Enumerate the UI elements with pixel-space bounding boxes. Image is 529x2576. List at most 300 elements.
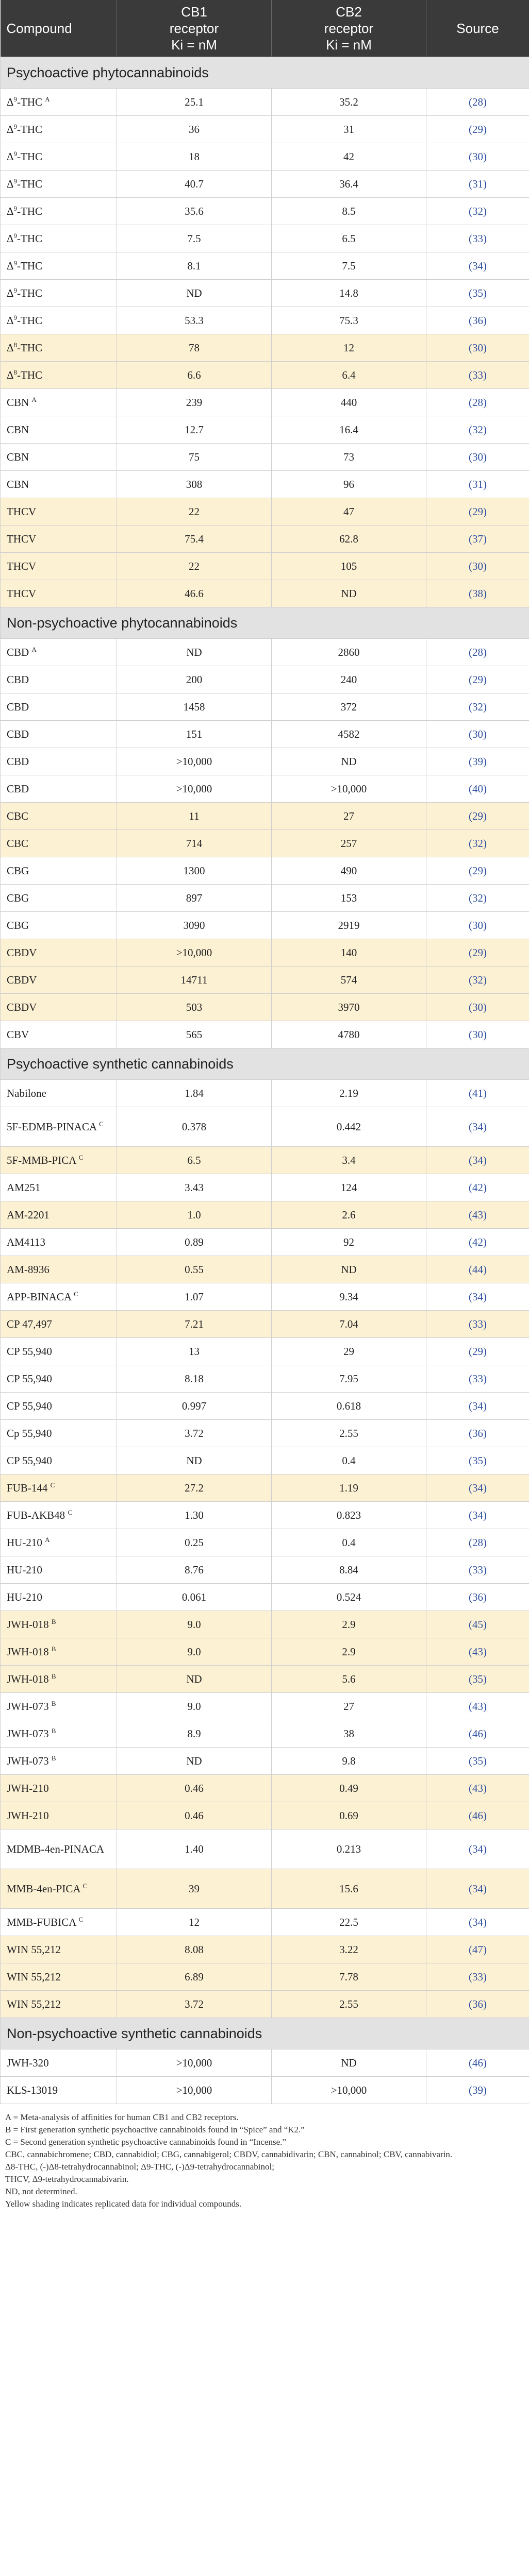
compound-cell — [1, 1283, 117, 1311]
compound-cell — [1, 1611, 117, 1638]
compound-cell — [1, 967, 117, 994]
compound-name: CBD — [7, 701, 29, 713]
compound-cell — [1, 748, 117, 775]
compound-cell — [1, 1174, 117, 1201]
source-link[interactable]: (33) — [426, 225, 529, 252]
compound-cell — [1, 198, 117, 225]
table-body — [1, 57, 529, 2104]
compound-cell — [1, 498, 117, 526]
source-link[interactable]: (46) — [426, 1720, 529, 1748]
cb2-ki-cell: 31 — [272, 116, 426, 143]
source-link[interactable]: (33) — [426, 1963, 529, 1991]
table-row — [1, 526, 529, 553]
source-link[interactable]: (30) — [426, 553, 529, 580]
compound-name: CBD — [7, 755, 29, 768]
cb1-ki-cell: 3.43 — [117, 1174, 272, 1201]
table-row — [1, 857, 529, 885]
compound-cell — [1, 116, 117, 143]
source-link[interactable]: (36) — [426, 1420, 529, 1447]
table-row — [1, 885, 529, 912]
compound-name: FUB-AKB48 — [7, 1509, 65, 1521]
table-row — [1, 198, 529, 225]
source-link[interactable]: (29) — [426, 939, 529, 967]
compound-prefix: Δ — [7, 150, 14, 163]
section-title: Non-psychoactive synthetic cannabinoids — [1, 2018, 529, 2049]
cb1-ki-cell: 897 — [117, 885, 272, 912]
cb2-ki-cell: 7.95 — [272, 1365, 426, 1393]
table-row — [1, 307, 529, 334]
cb2-ki-cell: 4780 — [272, 1021, 426, 1048]
cb1-ki-cell: >10,000 — [117, 939, 272, 967]
source-link[interactable]: (34) — [426, 1475, 529, 1502]
cb2-ki-cell: 22.5 — [272, 1909, 426, 1936]
source-link[interactable]: (29) — [426, 857, 529, 885]
table-row — [1, 498, 529, 526]
source-link[interactable]: (35) — [426, 1748, 529, 1775]
compound-name: AM-8936 — [7, 1263, 49, 1276]
source-link[interactable]: (43) — [426, 1775, 529, 1802]
compound-name: JWH-018 — [7, 1618, 49, 1631]
compound-cell — [1, 1311, 117, 1338]
cb1-ki-cell: 1300 — [117, 857, 272, 885]
cb2-ki-cell: 27 — [272, 1693, 426, 1720]
source-link[interactable]: (34) — [426, 252, 529, 280]
source-link[interactable]: (29) — [426, 666, 529, 693]
table-row — [1, 639, 529, 666]
footnote-marker: C — [68, 1509, 73, 1516]
source-link[interactable]: (30) — [426, 912, 529, 939]
table-row — [1, 1021, 529, 1048]
source-link[interactable]: (44) — [426, 1256, 529, 1283]
compound-cell — [1, 1638, 117, 1666]
compound-cell — [1, 225, 117, 252]
compound-cell — [1, 2049, 117, 2077]
source-link[interactable]: (37) — [426, 526, 529, 553]
source-link[interactable]: (46) — [426, 1802, 529, 1829]
table-row — [1, 1693, 529, 1720]
cb1-ki-cell: 0.25 — [117, 1529, 272, 1556]
source-link[interactable]: (46) — [426, 2049, 529, 2077]
compound-cell — [1, 1748, 117, 1775]
cb1-ki-cell: 36 — [117, 116, 272, 143]
table-row — [1, 1936, 529, 1963]
source-link[interactable]: (32) — [426, 830, 529, 857]
compound-cell — [1, 1909, 117, 1936]
table-header — [1, 0, 529, 57]
compound-cell — [1, 1775, 117, 1802]
compound-name: KLS-13019 — [7, 2084, 58, 2096]
cb1-ki-cell: 714 — [117, 830, 272, 857]
compound-name: -THC — [17, 260, 43, 272]
cb2-ki-cell: 0.823 — [272, 1502, 426, 1529]
cb1-ki-cell: 75.4 — [117, 526, 272, 553]
cb2-ki-cell: 92 — [272, 1229, 426, 1256]
source-link[interactable]: (41) — [426, 1080, 529, 1107]
compound-superscript: 9 — [13, 259, 18, 267]
source-link[interactable]: (38) — [426, 580, 529, 607]
compound-name: JWH-210 — [7, 1809, 49, 1822]
cb2-ki-cell: 2.9 — [272, 1638, 426, 1666]
cb2-ki-cell: 29 — [272, 1338, 426, 1365]
source-link[interactable]: (34) — [426, 1283, 529, 1311]
table-row — [1, 830, 529, 857]
compound-name: CBD — [7, 728, 29, 740]
footnote-marker: C — [78, 1916, 84, 1923]
cb2-ki-cell: 0.442 — [272, 1107, 426, 1147]
footnote-marker: A — [31, 396, 37, 403]
compound-name: CP 55,940 — [7, 1400, 52, 1412]
section-title: Non-psychoactive phytocannabinoids — [1, 607, 529, 639]
cb2-ki-cell: 2.55 — [272, 1420, 426, 1447]
compound-name: CP 55,940 — [7, 1345, 52, 1358]
table-row — [1, 1584, 529, 1611]
table-row — [1, 666, 529, 693]
cb2-ki-cell: >10,000 — [272, 775, 426, 803]
source-link[interactable]: (32) — [426, 416, 529, 444]
cb2-ki-cell: 2.19 — [272, 1080, 426, 1107]
source-link[interactable]: (29) — [426, 116, 529, 143]
header-cb1 — [117, 0, 272, 57]
cb2-ki-cell: 12 — [272, 334, 426, 362]
compound-name: CBDV — [7, 974, 37, 986]
source-link[interactable]: (30) — [426, 1021, 529, 1048]
compound-superscript: 9 — [13, 286, 18, 294]
compound-cell — [1, 1338, 117, 1365]
cb1-ki-cell: ND — [117, 1447, 272, 1475]
source-link[interactable]: (40) — [426, 775, 529, 803]
cb1-ki-cell: 308 — [117, 471, 272, 498]
source-link[interactable]: (36) — [426, 1584, 529, 1611]
compound-cell — [1, 885, 117, 912]
table-row — [1, 1107, 529, 1147]
compound-cell — [1, 362, 117, 389]
table-row — [1, 1365, 529, 1393]
section-row — [1, 1048, 529, 1080]
compound-name: AM4113 — [7, 1236, 46, 1248]
cb1-ki-cell: 35.6 — [117, 198, 272, 225]
footnote-marker: B — [51, 1727, 56, 1735]
source-link[interactable]: (35) — [426, 1447, 529, 1475]
table-row — [1, 334, 529, 362]
compound-name: CBC — [7, 837, 29, 850]
source-link[interactable]: (34) — [426, 1502, 529, 1529]
compound-name: JWH-018 — [7, 1646, 49, 1658]
section-row — [1, 2018, 529, 2049]
source-link[interactable]: (32) — [426, 198, 529, 225]
cb2-ki-cell: 3970 — [272, 994, 426, 1021]
footnote-marker: A — [45, 95, 50, 103]
cb2-ki-cell: 62.8 — [272, 526, 426, 553]
source-link[interactable]: (33) — [426, 1365, 529, 1393]
footnote-line: Yellow shading indicates replicated data for individual compounds. — [5, 2199, 242, 2209]
source-link[interactable]: (35) — [426, 1666, 529, 1693]
footnote-marker: A — [31, 646, 37, 653]
cb2-ki-cell: 2.6 — [272, 1201, 426, 1229]
compound-name: CBDV — [7, 1001, 37, 1013]
compound-cell — [1, 803, 117, 830]
cb2-ki-cell: 2.9 — [272, 1611, 426, 1638]
source-link[interactable]: (34) — [426, 1147, 529, 1174]
cb1-ki-cell: 0.378 — [117, 1107, 272, 1147]
source-link[interactable]: (43) — [426, 1693, 529, 1720]
cb1-ki-cell: 0.061 — [117, 1584, 272, 1611]
table-row — [1, 1447, 529, 1475]
source-link[interactable]: (30) — [426, 334, 529, 362]
compound-name: -THC — [17, 369, 43, 381]
compound-name: HU-210 — [7, 1536, 42, 1549]
cb1-ki-cell: >10,000 — [117, 2049, 272, 2077]
source-link[interactable]: (31) — [426, 171, 529, 198]
compound-cell — [1, 171, 117, 198]
compound-cell — [1, 2077, 117, 2104]
table-row — [1, 748, 529, 775]
compound-name: CBN — [7, 423, 29, 436]
footnote-marker: B — [51, 1754, 56, 1762]
source-link[interactable]: (34) — [426, 1829, 529, 1869]
cb2-ki-cell: 73 — [272, 444, 426, 471]
cb1-ki-cell: 11 — [117, 803, 272, 830]
compound-prefix: Δ — [7, 178, 14, 190]
compound-superscript: 8 — [13, 341, 18, 349]
section-row — [1, 607, 529, 639]
cb2-ki-cell: 0.524 — [272, 1584, 426, 1611]
compound-cell — [1, 1584, 117, 1611]
source-link[interactable]: (29) — [426, 803, 529, 830]
cb1-ki-cell: 0.46 — [117, 1775, 272, 1802]
table-row — [1, 416, 529, 444]
compound-prefix: Δ — [7, 260, 14, 272]
compound-cell — [1, 471, 117, 498]
compound-prefix: Δ — [7, 232, 14, 245]
compound-name: JWH-018 — [7, 1673, 49, 1685]
source-link[interactable]: (28) — [426, 89, 529, 116]
cb1-ki-cell: 39 — [117, 1869, 272, 1909]
cb2-ki-cell: 490 — [272, 857, 426, 885]
table-row — [1, 1502, 529, 1529]
cb2-ki-cell: 5.6 — [272, 1666, 426, 1693]
table-row — [1, 1311, 529, 1338]
source-link[interactable]: (30) — [426, 143, 529, 171]
compound-name: THCV — [7, 505, 37, 518]
compound-cell — [1, 1991, 117, 2018]
source-link[interactable]: (39) — [426, 2077, 529, 2104]
source-link[interactable]: (28) — [426, 389, 529, 416]
compound-name: CBG — [7, 892, 29, 904]
footnote-marker: C — [99, 1120, 104, 1128]
source-link[interactable]: (30) — [426, 994, 529, 1021]
source-link[interactable]: (34) — [426, 1869, 529, 1909]
cb2-ki-cell: 2919 — [272, 912, 426, 939]
compound-cell — [1, 1802, 117, 1829]
compound-cell — [1, 775, 117, 803]
cb2-ki-cell: ND — [272, 580, 426, 607]
compound-prefix: Δ — [7, 205, 14, 217]
table-row — [1, 280, 529, 307]
source-link[interactable]: (43) — [426, 1201, 529, 1229]
source-link[interactable]: (42) — [426, 1174, 529, 1201]
footnote-marker: B — [51, 1645, 56, 1653]
source-link[interactable]: (31) — [426, 471, 529, 498]
cb2-ki-cell: 2860 — [272, 639, 426, 666]
cb2-ki-cell: 257 — [272, 830, 426, 857]
source-link[interactable]: (39) — [426, 748, 529, 775]
compound-cell — [1, 89, 117, 116]
compound-name: CP 55,940 — [7, 1372, 52, 1385]
source-link[interactable]: (43) — [426, 1638, 529, 1666]
compound-name: -THC — [17, 96, 43, 108]
compound-name: CBV — [7, 1028, 29, 1041]
cb2-ki-cell: ND — [272, 748, 426, 775]
source-link[interactable]: (29) — [426, 498, 529, 526]
table-row — [1, 1080, 529, 1107]
table-row — [1, 1256, 529, 1283]
cb1-ki-cell: 565 — [117, 1021, 272, 1048]
table-row — [1, 803, 529, 830]
compound-cell — [1, 1693, 117, 1720]
cb1-ki-cell: 8.18 — [117, 1365, 272, 1393]
compound-cell — [1, 1229, 117, 1256]
table-row — [1, 1420, 529, 1447]
table-row — [1, 471, 529, 498]
compound-cell — [1, 830, 117, 857]
cb2-ki-cell: 8.84 — [272, 1556, 426, 1584]
table-row — [1, 580, 529, 607]
compound-name: CBD — [7, 646, 29, 658]
cb2-ki-cell: 2.55 — [272, 1991, 426, 2018]
compound-cell — [1, 666, 117, 693]
compound-cell — [1, 1393, 117, 1420]
table-row — [1, 1666, 529, 1693]
compound-cell — [1, 444, 117, 471]
source-link[interactable]: (32) — [426, 967, 529, 994]
source-link[interactable]: (33) — [426, 1311, 529, 1338]
source-link[interactable]: (33) — [426, 1556, 529, 1584]
cb1-ki-cell: 18 — [117, 143, 272, 171]
cb2-ki-cell: >10,000 — [272, 2077, 426, 2104]
cb1-ki-cell: 9.0 — [117, 1638, 272, 1666]
compound-prefix: Δ — [7, 96, 14, 108]
source-link[interactable]: (35) — [426, 280, 529, 307]
cb2-ki-cell: 7.04 — [272, 1311, 426, 1338]
section-row — [1, 57, 529, 89]
cb1-ki-cell: 1458 — [117, 693, 272, 721]
table-row — [1, 1829, 529, 1869]
cb1-ki-cell: 22 — [117, 553, 272, 580]
cb1-ki-cell: 200 — [117, 666, 272, 693]
table-row — [1, 1147, 529, 1174]
cb1-ki-cell: 0.46 — [117, 1802, 272, 1829]
compound-cell — [1, 1447, 117, 1475]
compound-cell — [1, 280, 117, 307]
compound-prefix: Δ — [7, 369, 14, 381]
source-link[interactable]: (28) — [426, 639, 529, 666]
compound-cell — [1, 389, 117, 416]
compound-name: -THC — [17, 342, 43, 354]
compound-name: THCV — [7, 533, 37, 545]
table-row — [1, 1748, 529, 1775]
cb1-ki-cell: 503 — [117, 994, 272, 1021]
cb2-ki-cell: 15.6 — [272, 1869, 426, 1909]
source-link[interactable]: (36) — [426, 1991, 529, 2018]
compound-name: 5F-EDMB-PINACA — [7, 1121, 96, 1133]
footnotes — [0, 2104, 529, 2210]
header-cb1-line2: receptor — [169, 21, 219, 36]
cb2-ki-cell: 0.4 — [272, 1447, 426, 1475]
cb1-ki-cell: 1.07 — [117, 1283, 272, 1311]
cb1-ki-cell: 78 — [117, 334, 272, 362]
source-link[interactable]: (28) — [426, 1529, 529, 1556]
compound-name: CBG — [7, 865, 29, 877]
header-cb2-line3: Ki = nM — [326, 37, 372, 53]
source-link[interactable]: (29) — [426, 1338, 529, 1365]
cb1-ki-cell: ND — [117, 639, 272, 666]
compound-cell — [1, 1556, 117, 1584]
compound-name: CBN — [7, 478, 29, 490]
compound-cell — [1, 1256, 117, 1283]
table-row — [1, 1775, 529, 1802]
source-link[interactable]: (33) — [426, 362, 529, 389]
source-link[interactable]: (30) — [426, 444, 529, 471]
source-link[interactable]: (36) — [426, 307, 529, 334]
cb1-ki-cell: 3.72 — [117, 1420, 272, 1447]
compound-cell — [1, 1201, 117, 1229]
table-row — [1, 912, 529, 939]
compound-name: CBD — [7, 673, 29, 686]
compound-cell — [1, 912, 117, 939]
source-link[interactable]: (47) — [426, 1936, 529, 1963]
compound-cell — [1, 639, 117, 666]
footnote-marker: B — [51, 1672, 56, 1680]
compound-cell — [1, 416, 117, 444]
cb2-ki-cell: 38 — [272, 1720, 426, 1748]
cb2-ki-cell: 16.4 — [272, 416, 426, 444]
source-link[interactable]: (32) — [426, 885, 529, 912]
compound-name: -THC — [17, 314, 43, 327]
compound-name: THCV — [7, 587, 37, 600]
table-row — [1, 1174, 529, 1201]
footnote-line: Δ8-THC, (-)Δ8-tetrahydrocannabinol; Δ9-THC, (-)Δ9-tetrahydrocannabinol; — [5, 2162, 274, 2172]
source-link[interactable]: (34) — [426, 1393, 529, 1420]
source-link[interactable]: (30) — [426, 721, 529, 748]
source-link[interactable]: (34) — [426, 1909, 529, 1936]
cb1-ki-cell: 12.7 — [117, 416, 272, 444]
compound-name: WIN 55,212 — [7, 1998, 61, 2010]
header-cb2 — [272, 0, 426, 57]
source-link[interactable]: (45) — [426, 1611, 529, 1638]
table-row — [1, 1991, 529, 2018]
source-link[interactable]: (34) — [426, 1107, 529, 1147]
table-row — [1, 967, 529, 994]
source-link[interactable]: (32) — [426, 693, 529, 721]
compound-superscript: 9 — [13, 205, 18, 212]
compound-cell — [1, 939, 117, 967]
cb2-ki-cell: 153 — [272, 885, 426, 912]
compound-name: MDMB-4en-PINACA — [7, 1843, 104, 1855]
compound-name: JWH-073 — [7, 1755, 49, 1767]
cb2-ki-cell: 440 — [272, 389, 426, 416]
table-row — [1, 389, 529, 416]
cb2-ki-cell: 140 — [272, 939, 426, 967]
source-link[interactable]: (42) — [426, 1229, 529, 1256]
footnote-line: B = First generation synthetic psychoactive cannabinoids found in “Spice” and “K2.” — [5, 2125, 305, 2134]
cb1-ki-cell: 22 — [117, 498, 272, 526]
cb2-ki-cell: 372 — [272, 693, 426, 721]
compound-name: -THC — [17, 287, 43, 299]
compound-name: FUB-144 — [7, 1482, 48, 1494]
compound-cell — [1, 1420, 117, 1447]
cb1-ki-cell: 75 — [117, 444, 272, 471]
cb2-ki-cell: 27 — [272, 803, 426, 830]
